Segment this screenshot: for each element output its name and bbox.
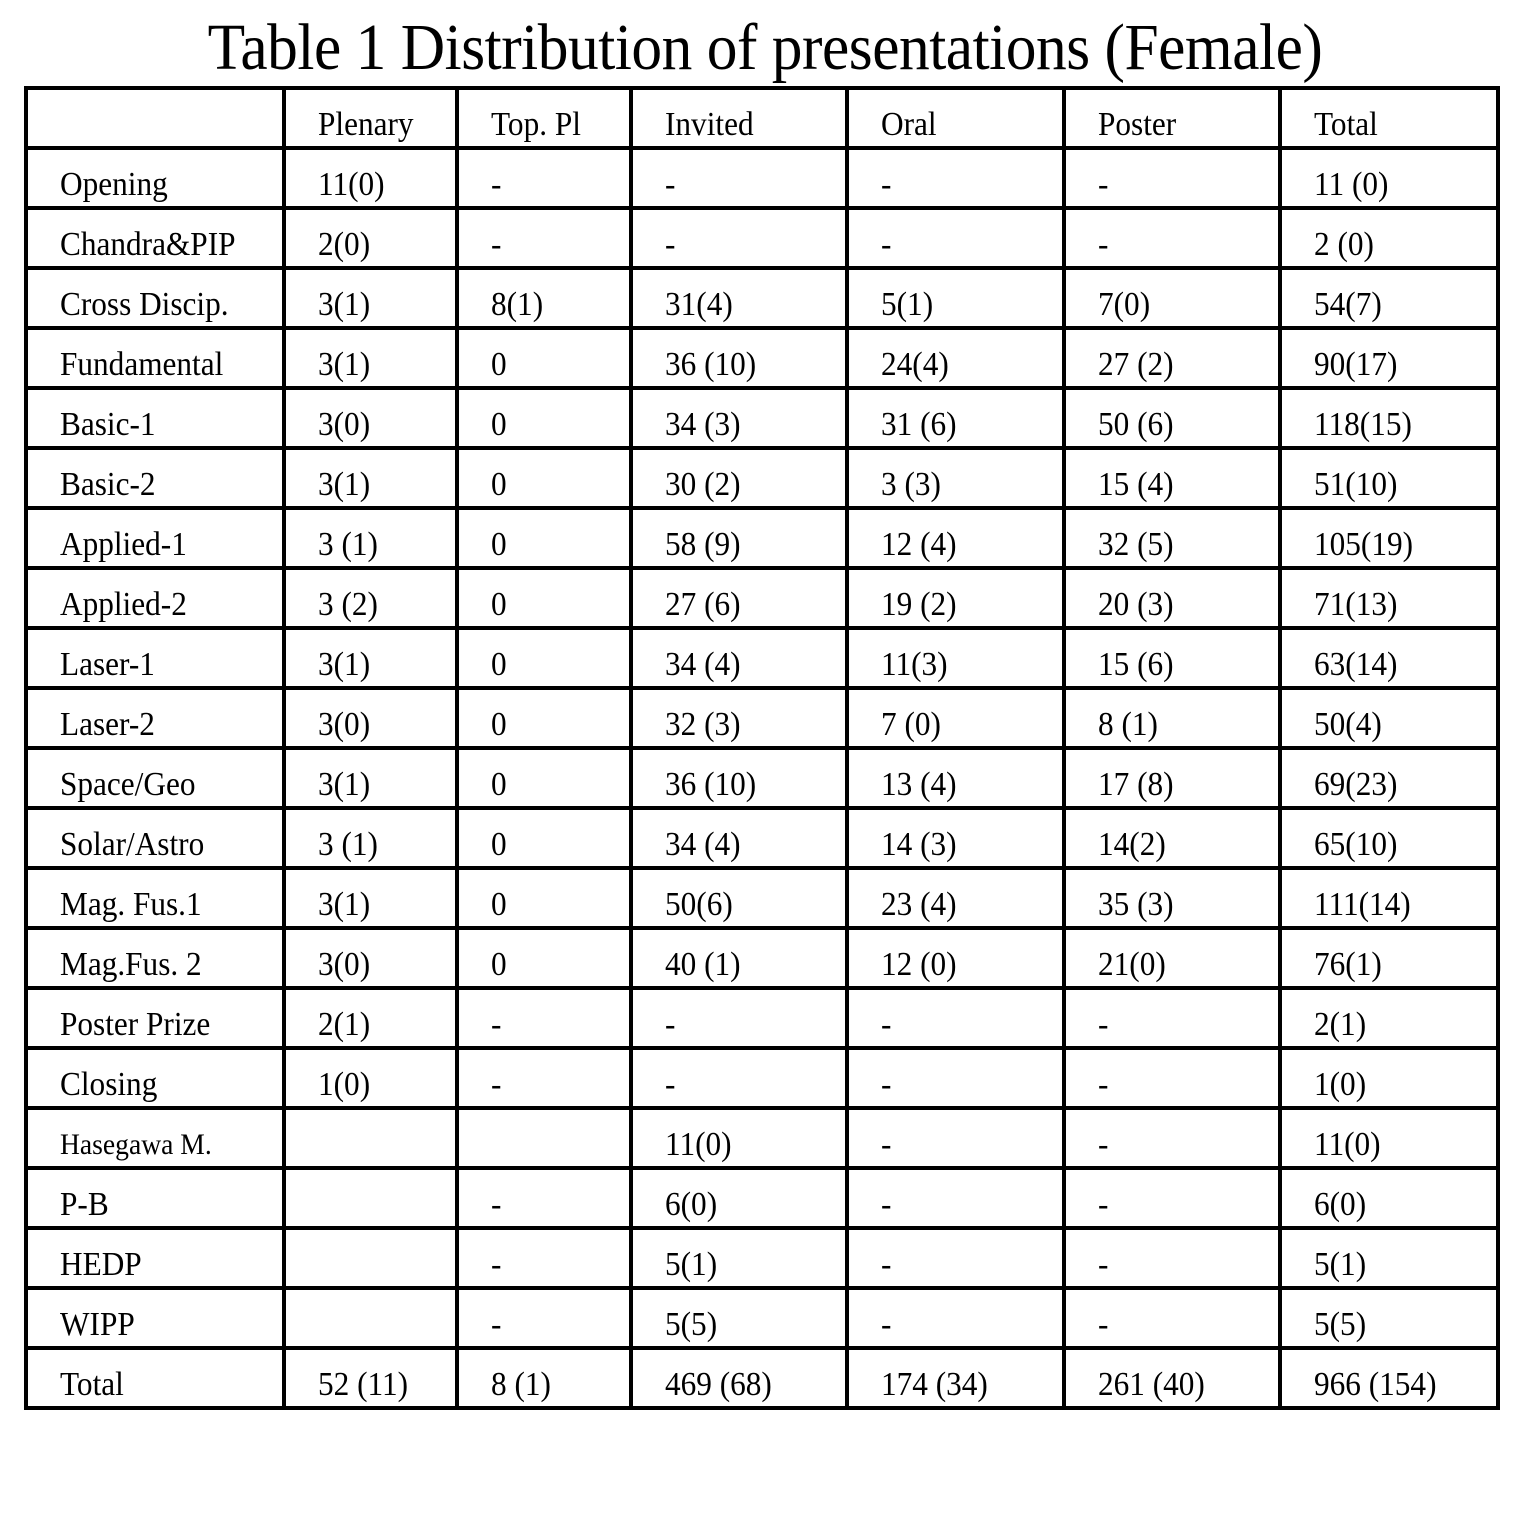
cell-top-pl: 0 — [457, 628, 631, 688]
cell-plenary: 2(0) — [284, 208, 457, 268]
cell-total: 5(1) — [1280, 1228, 1498, 1288]
cell-top-pl: 0 — [457, 448, 631, 508]
cell-poster: - — [1064, 1048, 1280, 1108]
row-label: WIPP — [26, 1288, 284, 1348]
cell-invited: 31(4) — [631, 268, 847, 328]
cell-top-pl: 0 — [457, 748, 631, 808]
cell-poster: - — [1064, 1288, 1280, 1348]
table-row — [26, 268, 1498, 328]
table-row — [26, 208, 1498, 268]
table-row — [26, 628, 1498, 688]
header-invited: Invited — [631, 88, 847, 148]
cell-plenary: 3(1) — [284, 268, 457, 328]
cell-plenary: 1(0) — [284, 1048, 457, 1108]
cell-total: 51(10) — [1280, 448, 1498, 508]
cell-plenary: 3(1) — [284, 628, 457, 688]
cell-poster: 50 (6) — [1064, 388, 1280, 448]
cell-poster: 21(0) — [1064, 928, 1280, 988]
cell-top-pl: 0 — [457, 508, 631, 568]
cell-invited: 40 (1) — [631, 928, 847, 988]
cell-total: 63(14) — [1280, 628, 1498, 688]
table-row — [26, 388, 1498, 448]
row-label: Basic-2 — [26, 448, 284, 508]
cell-plenary — [284, 1108, 457, 1168]
cell-plenary: 11(0) — [284, 148, 457, 208]
cell-total: 90(17) — [1280, 328, 1498, 388]
cell-oral: 5(1) — [847, 268, 1064, 328]
cell-total: 105(19) — [1280, 508, 1498, 568]
cell-poster: 27 (2) — [1064, 328, 1280, 388]
row-label: Cross Discip. — [26, 268, 284, 328]
table-row — [26, 748, 1498, 808]
cell-oral: - — [847, 148, 1064, 208]
cell-total: 11 (0) — [1280, 148, 1498, 208]
row-label: Chandra&PIP — [26, 208, 284, 268]
cell-plenary: 3(0) — [284, 688, 457, 748]
row-label: Mag.Fus. 2 — [26, 928, 284, 988]
cell-total: 50(4) — [1280, 688, 1498, 748]
cell-top-pl: 0 — [457, 328, 631, 388]
cell-top-pl: - — [457, 148, 631, 208]
cell-plenary — [284, 1288, 457, 1348]
cell-oral: 31 (6) — [847, 388, 1064, 448]
cell-invited: - — [631, 988, 847, 1048]
cell-invited: 5(1) — [631, 1228, 847, 1288]
row-label: Total — [26, 1348, 284, 1408]
cell-poster: 7(0) — [1064, 268, 1280, 328]
presentation-distribution-table — [24, 86, 1500, 1410]
cell-poster: 14(2) — [1064, 808, 1280, 868]
cell-poster: 15 (6) — [1064, 628, 1280, 688]
cell-poster: 20 (3) — [1064, 568, 1280, 628]
cell-oral: - — [847, 1048, 1064, 1108]
cell-invited: - — [631, 208, 847, 268]
table-row — [26, 988, 1498, 1048]
cell-total: 6(0) — [1280, 1168, 1498, 1228]
table-row — [26, 868, 1498, 928]
table-row — [26, 328, 1498, 388]
cell-top-pl: 8 (1) — [457, 1348, 631, 1408]
cell-top-pl: 0 — [457, 388, 631, 448]
cell-total: 76(1) — [1280, 928, 1498, 988]
table-body — [26, 148, 1498, 1408]
cell-top-pl: 0 — [457, 808, 631, 868]
cell-top-pl: - — [457, 988, 631, 1048]
cell-top-pl: - — [457, 208, 631, 268]
cell-oral: - — [847, 1228, 1064, 1288]
cell-oral: - — [847, 208, 1064, 268]
header-total: Total — [1280, 88, 1498, 148]
cell-poster: 35 (3) — [1064, 868, 1280, 928]
cell-plenary: 3(1) — [284, 328, 457, 388]
cell-oral: 23 (4) — [847, 868, 1064, 928]
cell-poster: 32 (5) — [1064, 508, 1280, 568]
cell-invited: 32 (3) — [631, 688, 847, 748]
cell-oral: 13 (4) — [847, 748, 1064, 808]
cell-poster: - — [1064, 1228, 1280, 1288]
cell-poster: - — [1064, 1108, 1280, 1168]
table-row — [26, 448, 1498, 508]
table-row — [26, 1048, 1498, 1108]
cell-total: 71(13) — [1280, 568, 1498, 628]
cell-plenary — [284, 1228, 457, 1288]
cell-plenary — [284, 1168, 457, 1228]
row-label: Hasegawa M. — [26, 1108, 284, 1168]
cell-invited: 34 (4) — [631, 808, 847, 868]
cell-oral: 19 (2) — [847, 568, 1064, 628]
cell-invited: - — [631, 1048, 847, 1108]
cell-plenary: 2(1) — [284, 988, 457, 1048]
row-label: Space/Geo — [26, 748, 284, 808]
row-label: Closing — [26, 1048, 284, 1108]
cell-poster: 261 (40) — [1064, 1348, 1280, 1408]
cell-invited: 27 (6) — [631, 568, 847, 628]
cell-total: 1(0) — [1280, 1048, 1498, 1108]
cell-total: 2 (0) — [1280, 208, 1498, 268]
cell-oral: 12 (4) — [847, 508, 1064, 568]
row-label: Basic-1 — [26, 388, 284, 448]
cell-total: 118(15) — [1280, 388, 1498, 448]
row-label: P-B — [26, 1168, 284, 1228]
cell-oral: 12 (0) — [847, 928, 1064, 988]
cell-total: 65(10) — [1280, 808, 1498, 868]
table-row — [26, 928, 1498, 988]
table-row — [26, 1108, 1498, 1168]
cell-poster: - — [1064, 148, 1280, 208]
table-title: Table 1 Distribution of presentations (Female) — [207, 11, 1323, 84]
header-oral: Oral — [847, 88, 1064, 148]
header-poster: Poster — [1064, 88, 1280, 148]
row-label: Solar/Astro — [26, 808, 284, 868]
cell-invited: 30 (2) — [631, 448, 847, 508]
cell-plenary: 3 (1) — [284, 808, 457, 868]
cell-poster: - — [1064, 208, 1280, 268]
cell-oral: 11(3) — [847, 628, 1064, 688]
table-row — [26, 1228, 1498, 1288]
cell-invited: - — [631, 148, 847, 208]
cell-poster: 17 (8) — [1064, 748, 1280, 808]
cell-top-pl: - — [457, 1168, 631, 1228]
cell-top-pl: 0 — [457, 928, 631, 988]
header-top-pl: Top. Pl — [457, 88, 631, 148]
table-row — [26, 1348, 1498, 1408]
row-label: Poster Prize — [26, 988, 284, 1048]
table-row — [26, 1168, 1498, 1228]
table-row — [26, 808, 1498, 868]
cell-poster: 8 (1) — [1064, 688, 1280, 748]
cell-total: 5(5) — [1280, 1288, 1498, 1348]
row-label: Laser-1 — [26, 628, 284, 688]
row-label: Applied-2 — [26, 568, 284, 628]
row-label: Fundamental — [26, 328, 284, 388]
cell-plenary: 3(0) — [284, 928, 457, 988]
cell-oral: - — [847, 988, 1064, 1048]
cell-top-pl: - — [457, 1288, 631, 1348]
cell-plenary: 3(1) — [284, 448, 457, 508]
cell-plenary: 3 (1) — [284, 508, 457, 568]
row-label: Laser-2 — [26, 688, 284, 748]
cell-oral: 7 (0) — [847, 688, 1064, 748]
cell-oral: - — [847, 1168, 1064, 1228]
cell-top-pl: 0 — [457, 568, 631, 628]
cell-plenary: 52 (11) — [284, 1348, 457, 1408]
cell-total: 111(14) — [1280, 868, 1498, 928]
table-row — [26, 568, 1498, 628]
cell-total: 11(0) — [1280, 1108, 1498, 1168]
cell-top-pl: 8(1) — [457, 268, 631, 328]
row-label: Opening — [26, 148, 284, 208]
cell-invited: 5(5) — [631, 1288, 847, 1348]
cell-total: 2(1) — [1280, 988, 1498, 1048]
cell-top-pl: 0 — [457, 688, 631, 748]
cell-top-pl: 0 — [457, 868, 631, 928]
cell-poster: 15 (4) — [1064, 448, 1280, 508]
cell-plenary: 3(1) — [284, 748, 457, 808]
cell-invited: 36 (10) — [631, 328, 847, 388]
cell-top-pl: - — [457, 1228, 631, 1288]
table-row — [26, 508, 1498, 568]
cell-invited: 34 (3) — [631, 388, 847, 448]
cell-invited: 50(6) — [631, 868, 847, 928]
cell-plenary: 3(0) — [284, 388, 457, 448]
row-label: Applied-1 — [26, 508, 284, 568]
cell-invited: 34 (4) — [631, 628, 847, 688]
cell-top-pl — [457, 1108, 631, 1168]
row-label: HEDP — [26, 1228, 284, 1288]
header-row — [26, 88, 1498, 148]
cell-total: 54(7) — [1280, 268, 1498, 328]
table-row — [26, 148, 1498, 208]
cell-total: 69(23) — [1280, 748, 1498, 808]
cell-plenary: 3 (2) — [284, 568, 457, 628]
cell-plenary: 3(1) — [284, 868, 457, 928]
table-row — [26, 688, 1498, 748]
table-row — [26, 1288, 1498, 1348]
row-label: Mag. Fus.1 — [26, 868, 284, 928]
cell-invited: 11(0) — [631, 1108, 847, 1168]
cell-oral: - — [847, 1288, 1064, 1348]
cell-poster: - — [1064, 988, 1280, 1048]
cell-invited: 469 (68) — [631, 1348, 847, 1408]
cell-total: 966 (154) — [1280, 1348, 1498, 1408]
cell-top-pl: - — [457, 1048, 631, 1108]
cell-oral: - — [847, 1108, 1064, 1168]
cell-poster: - — [1064, 1168, 1280, 1228]
cell-oral: 24(4) — [847, 328, 1064, 388]
cell-oral: 14 (3) — [847, 808, 1064, 868]
cell-oral: 3 (3) — [847, 448, 1064, 508]
header-cell-empty — [26, 88, 284, 148]
cell-invited: 36 (10) — [631, 748, 847, 808]
cell-invited: 6(0) — [631, 1168, 847, 1228]
cell-oral: 174 (34) — [847, 1348, 1064, 1408]
header-plenary: Plenary — [284, 88, 457, 148]
cell-invited: 58 (9) — [631, 508, 847, 568]
